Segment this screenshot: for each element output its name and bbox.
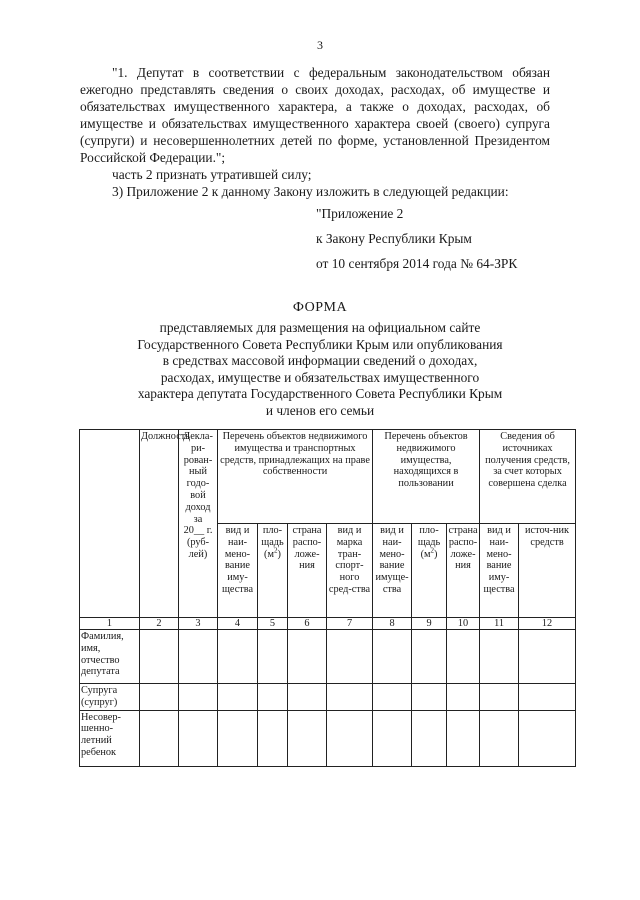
table-cell [179,684,218,711]
subheader-area-used [412,524,447,618]
header-income-year: 20__ г. (руб-лей) [183,525,213,560]
header-position: Должность [140,430,179,618]
area-unit-power: 2 [274,546,278,555]
table-cell [447,710,480,766]
form-subtitle-line: и членов его семьи [265,402,375,418]
table-cell [258,684,288,711]
appendix-law: к Закону Республики Крым [316,231,472,246]
column-number: 10 [447,618,480,630]
area-unit: (м [420,548,431,560]
subheader-property-kind-deal: вид и наи-мено-вание иму-щества [480,524,519,618]
subheader-vehicle: вид и марка тран-спорт-ного сред-ства [327,524,373,618]
table-cell [179,710,218,766]
header-used-property: Перечень объектов недвижимого имущества, находящихся в пользовании [373,430,480,524]
table-cell [373,630,412,684]
table-cell [288,630,327,684]
table-cell [179,630,218,684]
page-number: 3 [317,38,323,52]
table-cell [327,630,373,684]
table-cell [218,710,258,766]
form-subtitle-line: расходах, имуществе и обязательствах имущественного [160,369,480,385]
subheader-property-kind-used: вид и наи-мено-вание имуще-ства [373,524,412,618]
row-label-minor-child: Несовер-шенно-летний ребенок [80,710,140,766]
column-number: 5 [258,618,288,630]
form-subtitle-line: в средствах массовой информации сведений о доходах, [162,353,478,368]
column-number: 7 [327,618,373,630]
area-unit-power: 2 [430,546,435,555]
header-row [80,430,576,524]
table-cell [373,710,412,766]
table-cell [218,630,258,684]
table-cell [327,710,373,766]
subheader-area-label: пло-щадь [417,525,441,548]
column-number: 2 [140,618,179,630]
area-unit-close: ) [277,548,281,560]
column-number: 9 [412,618,447,630]
table-cell [519,684,576,711]
table-cell [480,684,519,711]
table-row [80,684,576,711]
column-number: 1 [80,618,140,630]
form-subtitle-line: характера депутата Государственного Совета Республики Крым [137,386,503,401]
form-subtitle-line: Государственного Совета Республики Крым или опубликования [137,336,503,352]
column-number-row [80,618,576,630]
table-cell [218,684,258,711]
column-number: 8 [373,618,412,630]
header-income [179,430,218,618]
header-owned-property: Перечень объектов недвижимого имущества и транспортных средств, принадлежащих на праве собственности [218,430,373,524]
table-row [80,710,576,766]
table-cell [480,630,519,684]
form-subtitle-line: представляемых для размещения на официальном сайте [159,320,481,335]
column-number: 4 [218,618,258,630]
column-number: 3 [179,618,218,630]
table-cell [412,630,447,684]
table-cell [288,710,327,766]
table-cell [327,684,373,711]
amendment-text [80,64,550,200]
table-cell [140,710,179,766]
appendix-date: от 10 сентября 2014 года № 64-ЗРК [316,256,518,271]
paragraph-article-1: "1. Депутат в соответствии с федеральным законодательством обязан ежегодно представлять сведения о своих доходах, расходах, об имуществе и обязательствах имущественного характера, а также о доходах, расходах, об имуществе и обязательствах имущественного характера своей (своего) супруга (супруги) и несовершеннолетних детей по форме, установленной Президентом Российской Федерации."; [80,65,550,165]
table-cell [480,710,519,766]
table-cell [447,684,480,711]
table-cell [519,710,576,766]
row-label-deputy: Фамилия, имя, отчество депутата [80,630,140,684]
table-cell [140,630,179,684]
disclosure-form-table [79,429,576,767]
header-funding-sources: Сведения об источниках получения средств, за счет которых совершена сделка [480,430,576,524]
table-cell [288,684,327,711]
table-row [80,630,576,684]
form-subtitle [110,320,530,419]
subheader-country: страна распо-ложе-ния [288,524,327,618]
table-cell [412,684,447,711]
header-income-text: Декла-ри-рован-ный годо-вой доход за [183,431,213,525]
table-cell [373,684,412,711]
subheader-property-kind: вид и наи-мено-вание иму-щества [218,524,258,618]
column-number: 12 [519,618,576,630]
paragraph-part-2: часть 2 признать утратившей силу; [112,167,312,182]
area-unit: (м [264,548,274,560]
table-cell [140,684,179,711]
subheader-country-used: страна распо-ложе-ния [447,524,480,618]
table-cell [447,630,480,684]
paragraph-appendix-2: 3) Приложение 2 к данному Закону изложить в следующей редакции: [112,184,509,199]
row-label-spouse: Супруга (супруг) [80,684,140,711]
subheader-funding-source: источ-ник средств [519,524,576,618]
header-empty-cell [80,430,140,618]
appendix-title: "Приложение 2 [316,206,404,221]
subheader-area [258,524,288,618]
table-cell [258,630,288,684]
column-number: 11 [480,618,519,630]
column-number: 6 [288,618,327,630]
form-title: ФОРМА [292,300,348,315]
subheader-area-label: пло-щадь [261,525,284,548]
area-unit-close: ) [434,548,438,560]
table-cell [412,710,447,766]
table-cell [519,630,576,684]
table-cell [258,710,288,766]
